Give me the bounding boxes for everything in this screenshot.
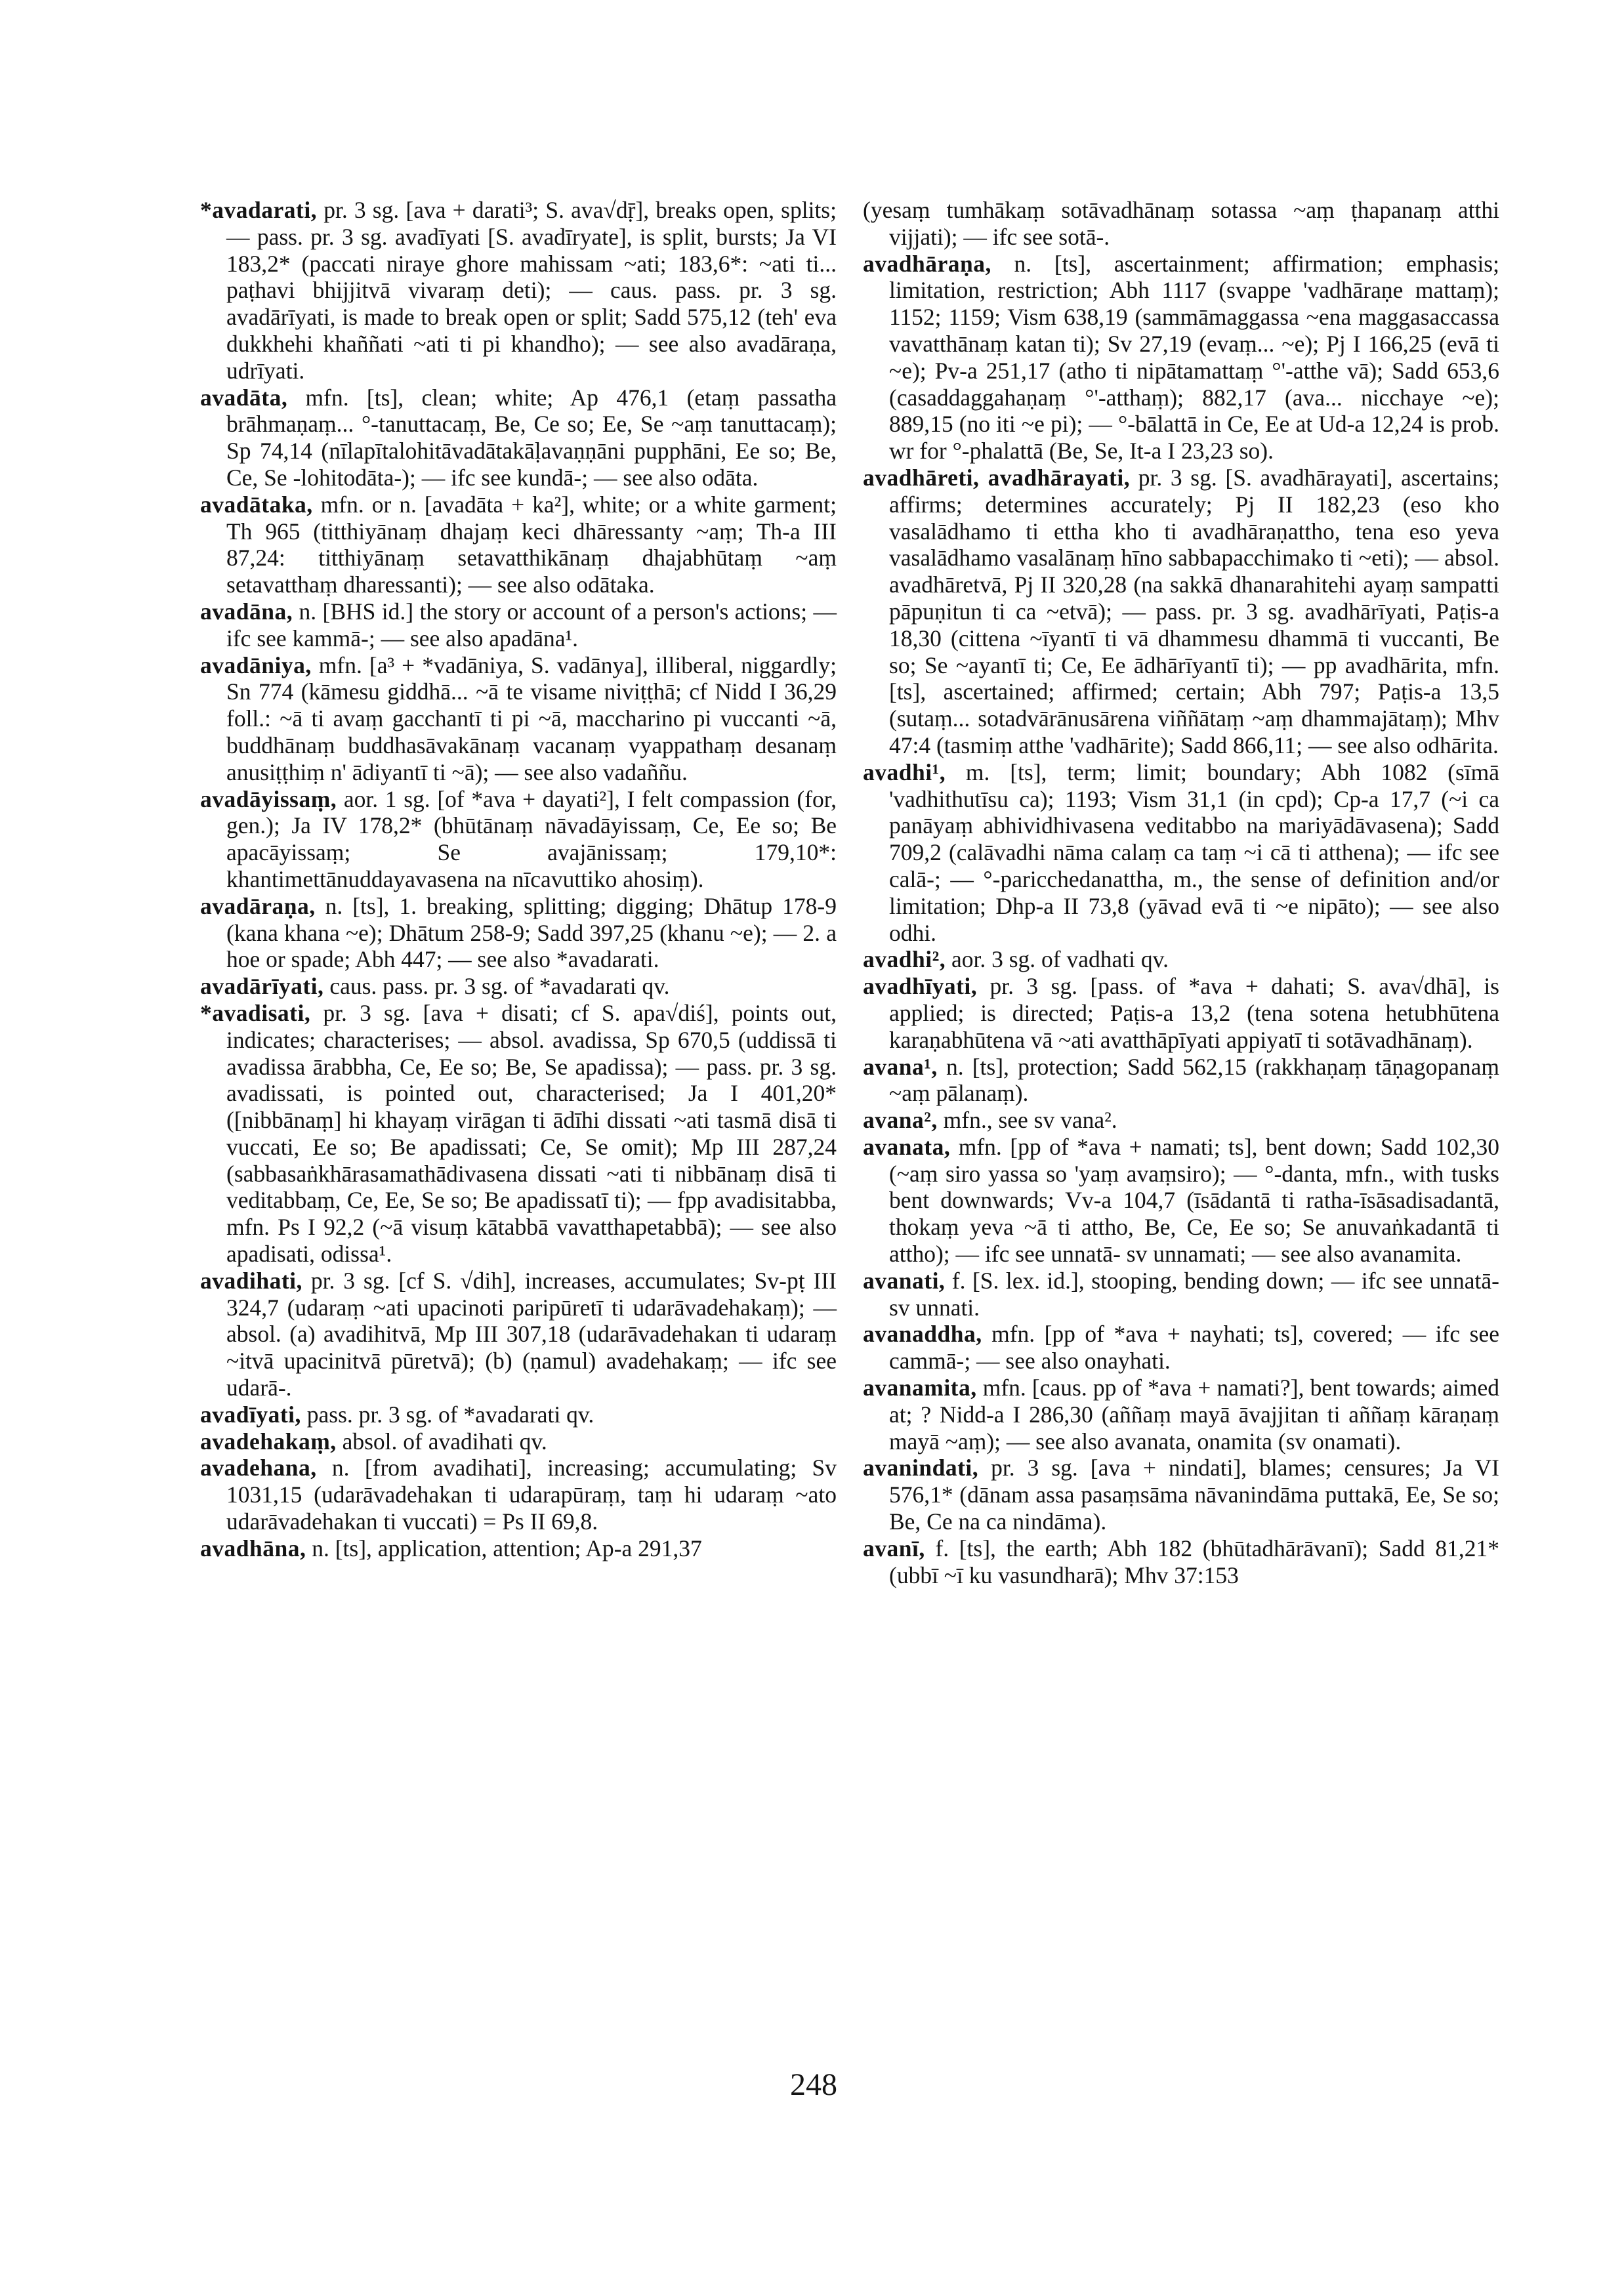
- entry-headword: avadhāraṇa,: [863, 250, 991, 277]
- dictionary-entry: [863, 1054, 1499, 1107]
- entry-headword: avadāta,: [200, 384, 288, 411]
- dictionary-entry: [863, 251, 1499, 465]
- entry-body: n. [BHS id.] the story or account of a person's actions; — ifc see kammā-; — see also apadāna¹.: [226, 598, 837, 651]
- entry-body: f. [S. lex. id.], stooping, bending down; — ifc see unnatā- sv unnati.: [889, 1267, 1499, 1321]
- dictionary-entry: [200, 598, 837, 652]
- dictionary-entry: [200, 1535, 837, 1562]
- entry-headword: avadhāreti, avadhārayati,: [863, 464, 1131, 491]
- entry-headword: avadhi¹,: [863, 758, 946, 785]
- dictionary-entry: [863, 197, 1499, 251]
- dictionary-entry: [200, 1000, 837, 1268]
- entry-headword: avadāniya,: [200, 651, 312, 678]
- entry-body: mfn. [a³ + *vadāniya, S. vadānya], illiberal, niggardly; Sn 774 (kāmesu giddhā... ~ā te visame niviṭṭhā; cf Nidd I 36,29 foll.: ~ā ti avaṃ gacchantī ti pi ~ā, maccharino pi vuccanti ~ā, buddhānaṃ buddhasāvakānaṃ vacanaṃ vyappathaṃ desanaṃ anusiṭṭhiṃ n' ādiyantī ti ~ā); — see also vadaññu.: [226, 651, 837, 785]
- right-column: [863, 197, 1499, 1588]
- entry-body: absol. of avadihati qv.: [336, 1428, 547, 1455]
- entry-body: (yesaṃ tumhākaṃ sotāvadhānaṃ sotassa ~aṃ ṭhapanaṃ atthi vijjati); — ifc see sotā-.: [863, 197, 1499, 250]
- entry-body: n. [ts], 1. breaking, splitting; digging; Dhātup 178-9 (kana khana ~e); Dhātum 258-9; Sadd 397,25 (khanu ~e); — 2. a hoe or spade; Abh 447; — see also *avadarati.: [226, 892, 837, 973]
- entry-headword: avadhāna,: [200, 1535, 306, 1561]
- entry-body: n. [ts], application, attention; Ap-a 291,37: [306, 1535, 702, 1561]
- entry-headword: avanī,: [863, 1535, 925, 1561]
- entry-headword: avadīyati,: [200, 1401, 301, 1428]
- entry-body: n. [ts], ascertainment; affirmation; emphasis; limitation, restriction; Abh 1117 (svappe 'vadhāraṇe mattaṃ); 1152; 1159; Vism 638,19 (sammāmaggassa ~ena maggasaccassa vavatthānaṃ katan ti); Sv 27,19 (evaṃ... ~e); Pj I 166,25 (evā ti ~e); Pv-a 251,17 (atho ti nipātamattaṃ °'-atthe vā); Sadd 653,6 (casaddaggahaṇaṃ °'-atthaṃ); 882,17 (ava... nicchaye ~e); 889,15 (no iti ~e pi); — °-bālattā in Ce, Ee at Ud-a 12,24 is prob. wr for °-phalattā (Be, Se, It-a I 23,23 so).: [889, 250, 1499, 465]
- entry-headword: avadehakaṃ,: [200, 1428, 337, 1455]
- dictionary-entry: [200, 384, 837, 491]
- dictionary-entry: [863, 465, 1499, 759]
- dictionary-entry: [863, 1134, 1499, 1268]
- entry-body: aor. 3 sg. of vadhati qv.: [946, 946, 1169, 973]
- entry-headword: avanati,: [863, 1267, 946, 1294]
- entry-body: pr. 3 sg. [ava + nindati], blames; censures; Ja VI 576,1* (dānam assa pasaṃsāma nāvanindāma puttakā, Ee, Se so; Be, Ce na ca nindāma).: [889, 1455, 1499, 1535]
- dictionary-entry: [863, 1107, 1499, 1134]
- dictionary-entry: [863, 1321, 1499, 1375]
- dictionary-entry: [200, 652, 837, 786]
- entry-headword: avadehana,: [200, 1455, 317, 1481]
- entry-headword: avanamita,: [863, 1375, 977, 1401]
- dictionary-entry: [200, 1455, 837, 1535]
- entry-headword: avana¹,: [863, 1053, 938, 1080]
- entry-body: aor. 1 sg. [of *ava + dayati²], I felt compassion (for, gen.); Ja IV 178,2* (bhūtānaṃ nāvadāyissaṃ, Ce, Ee so; Be apacāyissaṃ; Se avajānissaṃ; 179,10*: khantimettānuddayavasena na nīcavuttiko ahosiṃ).: [226, 785, 837, 892]
- entry-body: pr. 3 sg. [pass. of *ava + dahati; S. ava√dhā], is applied; is directed; Paṭis-a 13,2 (tena sotena hetubhūtena karaṇabhūtena vā ~ati avatthāpīyati appiyatī ti sotāvadhānaṃ).: [889, 973, 1499, 1053]
- entry-body: mfn. [pp of *ava + namati; ts], bent down; Sadd 102,30 (~aṃ siro yassa so 'yaṃ avaṃsiro); — °-danta, mfn., with tusks bent downwards; Vv-a 104,7 (īsādantā ti ratha-īsāsadisadantā, thokaṃ yeva ~ā ti attho, Be, Ce, Ee so; Se anuvaṅkadantā ti attho); — ifc see unnatā- sv unnamati; — see also avanamita.: [889, 1133, 1499, 1268]
- entry-headword: avadhi²,: [863, 946, 946, 973]
- page-number: 248: [790, 2067, 837, 2102]
- entry-body: pr. 3 sg. [cf S. √dih], increases, accumulates; Sv-pṭ III 324,7 (udaraṃ ~ati upacinoti paripūretī ti udarāvadehakaṃ); — absol. (a) avadihitvā, Mp III 307,18 (udarāvadehakan ti udaraṃ ~itvā upacinitvā pūretvā); (b) (ṇamul) avadehakaṃ; — ifc see udarā-.: [226, 1267, 837, 1401]
- dictionary-entry: [863, 1535, 1499, 1589]
- dictionary-entry: [200, 973, 837, 1000]
- entry-body: pr. 3 sg. [S. avadhārayati], ascertains; affirms; determines accurately; Pj II 182,23 (eso kho vasalādhamo ti ettha kho ti avadhāraṇattho, tena eso yeva vasalādhamo vasalānaṃ hīno sabbapacchimako ti ~eti); — absol. avadhāretvā, Pj II 320,28 (na sakkā dhanarahitehi ayaṃ sampatti pāpuṇitun ti ca ~etvā); — pass. pr. 3 sg. avadhārīyati, Paṭis-a 18,30 (cittena ~īyantī ti vā dhammesu dhammā ti vuccanti, Be so; Se ~ayantī ti; Ce, Ee ādhārīyantī ti); — pp avadhārita, mfn. [ts], ascertained; affirmed; certain; Abh 797; Paṭis-a 13,5 (sutaṃ... sotadvārānusārena viññātaṃ ~aṃ dhammajātaṃ); Mhv 47:4 (tasmiṃ atthe 'vadhārite); Sadd 866,11; — see also odhārita.: [889, 464, 1499, 758]
- dictionary-entry: [863, 946, 1499, 973]
- entry-body: mfn. [caus. pp of *ava + namati?], bent towards; aimed at; ? Nidd-a I 286,30 (aññaṃ mayā āvajjitan ti aññaṃ kāraṇaṃ mayā ~aṃ); — see also avanata, onamita (sv onamati).: [889, 1375, 1499, 1455]
- entry-body: mfn. [pp of *ava + nayhati; ts], covered; — ifc see cammā-; — see also onayhati.: [889, 1321, 1499, 1375]
- entry-body: f. [ts], the earth; Abh 182 (bhūtadhārāvanī); Sadd 81,21* (ubbī ~ī ku vasundharā); Mhv 37:153: [889, 1535, 1499, 1588]
- entry-body: n. [ts], protection; Sadd 562,15 (rakkhaṇaṃ tāṇagopanaṃ ~aṃ pālanaṃ).: [889, 1053, 1499, 1107]
- entry-body: mfn. or n. [avadāta + ka²], white; or a white garment; Th 965 (titthiyānaṃ dhajaṃ keci dhāressanty ~aṃ; Th-a III 87,24: titthiyānaṃ setavatthikānaṃ dhajabhūtaṃ ~aṃ setavatthaṃ dharessanti); — see also odātaka.: [226, 491, 837, 598]
- entry-body: pr. 3 sg. [ava + darati³; S. ava√dṝ], breaks open, splits; — pass. pr. 3 sg. avadīyati [S. avadīryate], is split, bursts; Ja VI 183,2* (paccati niraye ghore mahissam ~ati; 183,6*: ~ati ti... paṭhavi bhijjitvā vivaraṃ deti); — caus. pass. pr. 3 sg. avadārīyati, is made to break open or split; Sadd 575,12 (teh' eva dukkhehi khaññati ~ati ti pi khandho); — see also avadāraṇa, udrīyati.: [226, 197, 837, 384]
- entry-headword: *avadarati,: [200, 197, 318, 223]
- entry-headword: avadātaka,: [200, 491, 313, 518]
- dictionary-entry: [200, 1428, 837, 1455]
- entry-body: pass. pr. 3 sg. of *avadarati qv.: [301, 1401, 594, 1428]
- entry-body: n. [from avadihati], increasing; accumulating; Sv 1031,15 (udarāvadehakan ti udarapūraṃ, taṃ hi udaraṃ ~ato udarāvadehakan ti vuccati) = Ps II 69,8.: [226, 1455, 837, 1535]
- dictionary-entry: [200, 491, 837, 598]
- entry-body: m. [ts], term; limit; boundary; Abh 1082 (sīmā 'vadhithutīsu ca); 1193; Vism 31,1 (in cpd); Cp-a 17,7 (~i ca panāyaṃ abhividhivasena veditabbo na mariyādāvasena); Sadd 709,2 (calāvadhi nāma calaṃ ca taṃ ~i cā ti atthena); — ifc see calā-; — °-paricchedanattha, m., the sense of definition and/or limitation; Dhp-a II 73,8 (yāvad evā ti ~e nipāto); — see also odhi.: [889, 758, 1499, 946]
- dictionary-entry: [863, 973, 1499, 1053]
- entry-headword: avanaddha,: [863, 1321, 982, 1348]
- dictionary-entry: [863, 759, 1499, 947]
- entry-body: caus. pass. pr. 3 sg. of *avadarati qv.: [323, 973, 670, 1000]
- entry-body: mfn. [ts], clean; white; Ap 476,1 (etaṃ passatha brāhmaṇaṃ... °-tanuttacaṃ, Be, Ce so; Ee, Se ~aṃ tanuttacaṃ); Sp 74,14 (nīlapītalohitāvadātakāḷavaṇṇāni pupphāni, Ee so; Be, Ce, Se -lohitodāta-); — ifc see kundā-; — see also odāta.: [226, 384, 837, 491]
- entry-headword: avadāraṇa,: [200, 892, 316, 919]
- dictionary-entry: [200, 893, 837, 973]
- dictionary-entry: [200, 1401, 837, 1428]
- entry-body: pr. 3 sg. [ava + disati; cf S. apa√diś], points out, indicates; characterises; — absol. avadissa, Sp 670,5 (uddissā ti avadissa ārabbha, Ce, Ee so; Be, Se apadissa); — pass. pr. 3 sg. avadissati, is pointed out, characterised; Ja I 401,20* ([nibbānaṃ] hi khayaṃ virāgan ti ādīhi dissati ~ati tasmā disā ti vuccati, Ee so; Be apadissati; Ce, Se omit); Mp III 287,24 (sabbasaṅkhārasamathādivasena dissati ~ati ti nibbānaṃ disā ti veditabbaṃ, Ce, Ee, Se so; Be apadissatī ti); — fpp avadisitabba, mfn. Ps I 92,2 (~ā visuṃ kātabbā vavatthapetabbā); — see also apadisati, odissa¹.: [226, 999, 837, 1268]
- entry-headword: avanindati,: [863, 1455, 979, 1481]
- entry-body: mfn., see sv vana².: [937, 1107, 1117, 1134]
- entry-headword: avadhīyati,: [863, 973, 978, 1000]
- entry-headword: avadāyissaṃ,: [200, 785, 337, 812]
- entry-headword: avadāna,: [200, 598, 293, 625]
- entry-headword: *avadisati,: [200, 999, 311, 1026]
- dictionary-entry: [863, 1268, 1499, 1321]
- entry-headword: avana²,: [863, 1107, 938, 1134]
- dictionary-entry: [200, 197, 837, 384]
- entry-headword: avadārīyati,: [200, 973, 324, 1000]
- entry-headword: avadihati,: [200, 1267, 302, 1294]
- dictionary-entry: [200, 786, 837, 893]
- dictionary-entry: [863, 1375, 1499, 1455]
- entry-headword: avanata,: [863, 1133, 951, 1160]
- left-column: [200, 197, 837, 1562]
- dictionary-entry: [200, 1268, 837, 1401]
- dictionary-entry: [863, 1455, 1499, 1535]
